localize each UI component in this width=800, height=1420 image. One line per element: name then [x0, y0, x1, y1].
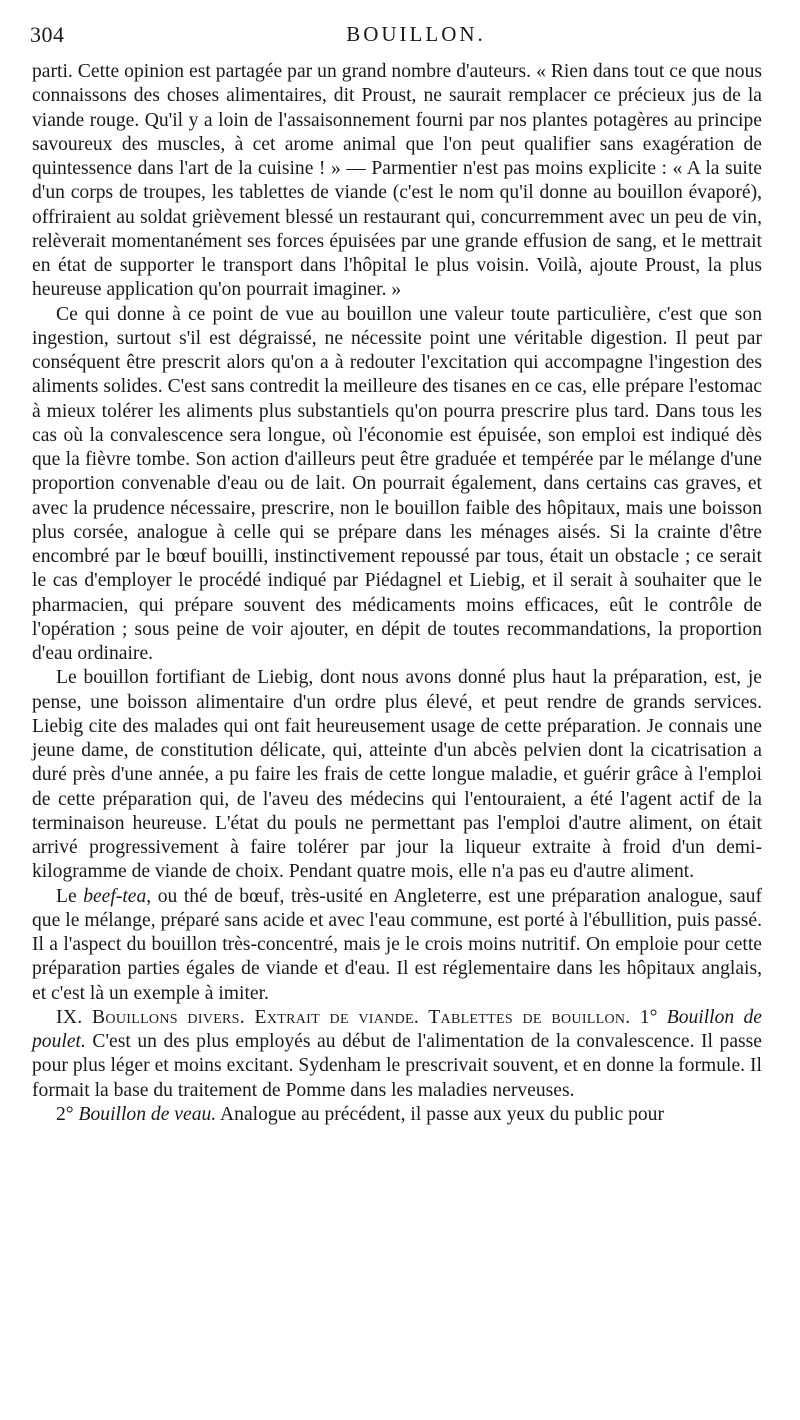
paragraph-1 [32, 60, 762, 303]
paragraph-text: parti. Cette opinion est partagée par un grand nombre d'auteurs. « Rien dans tout ce que nous connaissons des choses alimentaires, dit Proust, ne saurait remplacer ce précieux jus de la viande rouge. Qu'il y a loin de l'assaisonnement fourni par nos plantes potagères au principe savoureux des muscles, à cet arome animal que l'on peut qualifier sans exagération de quintessence dans l'art de la cuisine ! » — Parmentier n'est pas moins explicite : « A la suite d'un corps de troupes, les tablettes de viande (c'est le nom qu'il donne au bouillon évaporé), offriraient au soldat grièvement blessé un restaurant qui, concurremment avec un peu de vin, relèverait momentanément ses forces épuisées par une grande effusion de sang, et le mettrait en état de supporter le transport dans l'hôpital le plus voisin. Voilà, ajoute Proust, la plus heureuse application qu'on pourrait imaginer. » [32, 61, 762, 301]
item-title: Bouillon de veau. [78, 1103, 217, 1125]
paragraph-5 [32, 1006, 762, 1103]
paragraph-text: C'est un des plus employés au début de l'alimentation de la convalescence. Il passe pour plus léger et moins excitant. Sydenham le prescrivait souvent, et en donne la formule. Il formait la base du traitement de Pomme dans les maladies nerveuses. [32, 1031, 762, 1101]
paragraph-6 [32, 1103, 762, 1127]
item-title: Bouillon de poulet. [32, 1006, 763, 1052]
paragraph-2 [32, 303, 762, 667]
page-number: 304 [30, 22, 65, 47]
paragraph-lead: Le [56, 885, 84, 907]
item-number: 1° [630, 1006, 667, 1028]
page-body [32, 60, 762, 1127]
running-title: BOUILLON. [346, 22, 486, 46]
item-number: 2° [56, 1103, 79, 1125]
section-heading: IX. Bouillons divers. Extrait de viande. Tablettes de bouillon. [56, 1006, 631, 1028]
paragraph-text: , ou thé de bœuf, très-usité en Angleterre, est une préparation analogue, sauf que le mélange, préparé sans acide et avec l'eau commune, est porté à l'ébullition, puis passé. Il a l'aspect du bouillon très-concentré, mais je le crois moins nutritif. On emploie pour cette préparation parties égales de viande et d'eau. Il est réglementaire dans les hôpitaux anglais, et c'est là un exemple à imiter. [32, 885, 762, 1004]
paragraph-text: Le bouillon fortifiant de Liebig, dont nous avons donné plus haut la préparation, est, je pense, une boisson alimentaire d'un ordre plus élevé, et peut rendre de grands services. Liebig cite des malades qui ont fait heureusement usage de cette préparation. Je connais une jeune dame, de constitution délicate, qui, atteinte d'un abcès pelvien dont la cicatrisation a duré près d'une année, a pu faire les frais de cette longue maladie, et guérir grâce à l'emploi de cette préparation qui, de l'aveu des médecins qui l'entouraient, a été l'agent actif de la terminaison heureuse. L'état du pouls ne permettant pas l'emploi d'autre aliment, on était arrivé progressivement à faire tolérer par jour la liqueur extraite à froid d'un demi-kilogramme de viande de choix. Pendant quatre mois, elle n'a pas eu d'autre aliment. [32, 667, 762, 883]
beef-tea-term: beef-tea [83, 885, 147, 907]
paragraph-text: Ce qui donne à ce point de vue au bouillon une valeur toute particulière, c'est que son ingestion, surtout s'il est dégraissé, ne nécessite point une véritable digestion. Il peut par conséquent être prescrit alors qu'on a à redouter l'excitation qui accompagne l'ingestion des aliments solides. C'est sans contredit la meilleure des tisanes en ce cas, elle prépare l'estomac à mieux tolérer les aliments plus substantiels qu'on pourra prescrire plus tard. Dans tous les cas où la convalescence sera longue, où l'économie est épuisée, son emploi est indiqué dès que la fièvre tombe. Son action d'ailleurs peut être graduée et tempérée par le mélange d'une proportion convenable d'eau ou de lait. On pourrait également, dans certains cas graves, et avec la prudence nécessaire, prescrire, non le bouillon faible des hôpitaux, mais une boisson plus corsée, analogue à celle qui se prépare dans les ménages aisés. Si la crainte d'être encombré par le bœuf bouilli, instinctivement repoussé par tous, était un obstacle ; ce serait le cas d'employer le procédé indiqué par Piédagnel et Liebig, et il serait à souhaiter que le pharmacien, qui prépare souvent des médicaments moins efficaces, eût le contrôle de l'opération ; sous peine de voir ajouter, en dépit de toutes recommandations, la proportion d'eau ordinaire. [32, 303, 762, 664]
paragraph-3 [32, 666, 762, 884]
paragraph-4 [32, 885, 762, 1006]
page-header [30, 22, 762, 56]
paragraph-text: Analogue au précédent, il passe aux yeux du public pour [216, 1103, 665, 1125]
